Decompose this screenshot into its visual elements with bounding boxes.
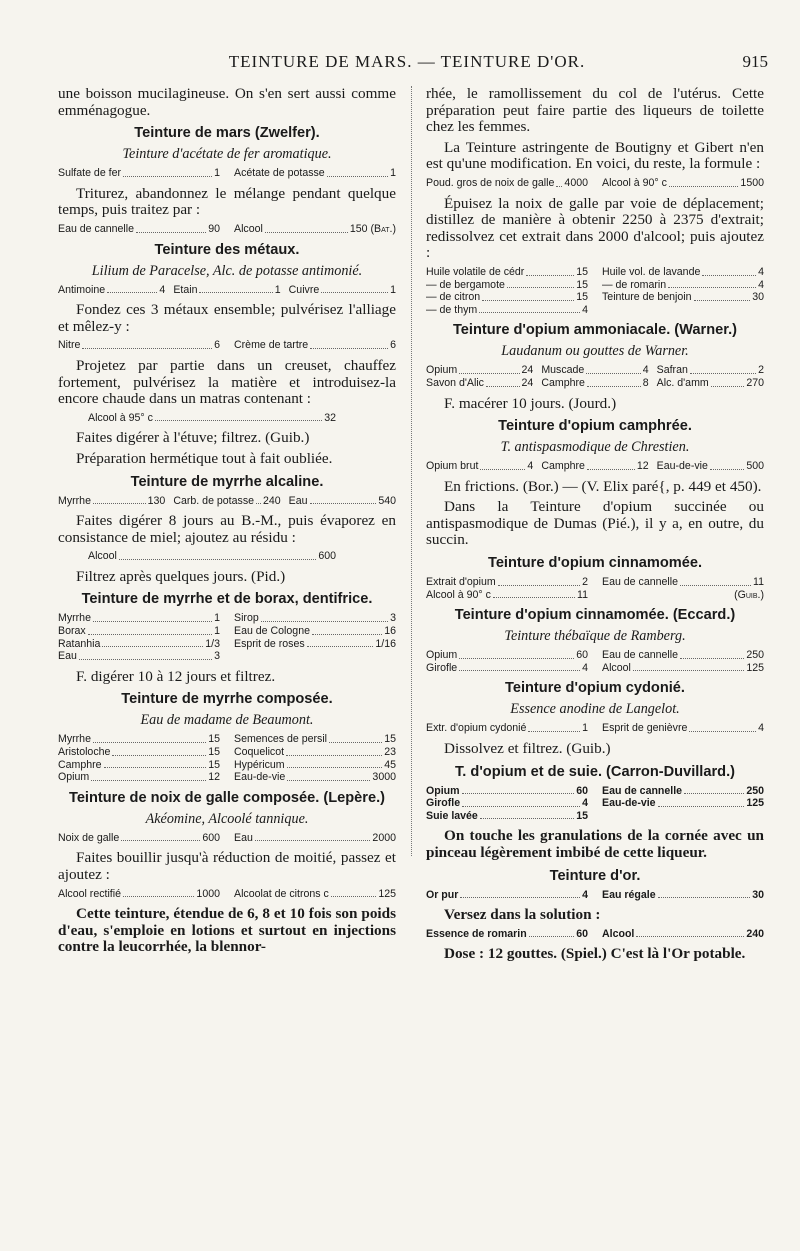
ingredient-list: [58, 550, 396, 563]
ingredient: Alcool à 95° c 32: [88, 411, 336, 424]
ingredient-list: [426, 928, 764, 941]
paragraph: Dose : 12 gouttes. (Spiel.) C'est là l'Or potable.: [444, 945, 746, 963]
paragraph: Filtrez après quelques jours. (Pid.): [76, 567, 286, 585]
ingredient: Nitre 6: [58, 339, 220, 352]
ingredient-list: [426, 364, 764, 389]
section-subtitle: Laudanum ou gouttes de Warner.: [501, 343, 689, 360]
ingredient: Eau 540: [288, 494, 396, 507]
section-heading: Teinture d'opium cydonié.: [505, 680, 685, 697]
ingredient: — de bergamote 15: [426, 278, 588, 291]
ingredient-list: [58, 495, 396, 508]
section-heading: Teinture d'opium cinnamomée.: [487, 555, 703, 572]
page-number: 915: [742, 52, 768, 71]
paragraph: Triturez, abandonnez le mélange pendant quelque temps, puis traitez par :: [58, 184, 396, 219]
ingredient: Alcool 125: [602, 661, 764, 674]
reference: (Guib.): [734, 588, 764, 601]
ingredient: Alcool à 90° c 1500: [602, 176, 764, 189]
left-column: [58, 86, 396, 960]
section-subtitle: Eau de madame de Beaumont.: [140, 712, 314, 729]
ingredient: Essence de romarin 60: [426, 927, 588, 940]
ingredient: Crème de tartre 6: [234, 339, 396, 352]
ingredient: Myrrhe 15: [58, 733, 220, 746]
ingredient: — de thym 4: [426, 303, 588, 316]
ingredient: Eau 2000: [234, 831, 396, 844]
ingredient: Carb. de potasse 240: [173, 494, 281, 507]
ingredient: Huile volatile de cédr 15: [426, 265, 588, 278]
ingredient: — de romarin 4: [602, 278, 764, 291]
ingredient: — de citron 15: [426, 291, 588, 304]
section-subtitle: Akéomine, Alcoolé tannique.: [145, 810, 309, 827]
ingredient: Girofle 4: [426, 661, 588, 674]
ingredient: Eau 3: [58, 650, 220, 663]
ingredient-list: [58, 888, 396, 901]
paragraph: Épuisez la noix de galle par voie de déplacement; distillez de manière à obtenir 2250 à 2375 d'extrait; redissolvez cet extrait dans 2000 d'alcool; puis ajoutez :: [426, 194, 764, 262]
ingredient: Aristoloche 15: [58, 746, 220, 759]
ingredient: Cuivre 1: [288, 283, 396, 296]
ingredient: Eau de Cologne 16: [234, 625, 396, 638]
section-subtitle: Teinture thébaïque de Ramberg.: [504, 628, 686, 645]
ingredient: Alcool 240: [602, 927, 764, 940]
ingredient: Alcool 150 (Bat.): [234, 222, 396, 235]
section-heading: Teinture d'opium camphrée.: [498, 418, 692, 435]
paragraph: Fondez ces 3 métaux ensemble; pulvérisez l'alliage et mêlez-y :: [58, 301, 396, 335]
ingredient-list: [426, 785, 764, 823]
ingredient: Esprit de genièvre 4: [602, 722, 764, 735]
ingredient: Myrrhe 1: [58, 612, 220, 625]
ingredient: Camphre 8: [541, 376, 649, 389]
ingredient: Safran 2: [656, 364, 764, 377]
section-subtitle: Essence anodine de Langelot.: [510, 701, 680, 718]
ingredient: Girofle 4: [426, 797, 588, 810]
ingredient: Extr. d'opium cydonié 1: [426, 722, 588, 735]
paragraph: Faites digérer 8 jours au B.-M., puis évaporez en consistance de miel; ajoutez au résidu :: [58, 512, 396, 546]
paragraph: rhée, le ramollissement du col de l'utérus. Cette préparation peut faire partie des liqueurs de toilette chez les femmes.: [426, 85, 764, 136]
ingredient: Alcool 600: [88, 550, 336, 563]
ingredient: Noix de galle 600: [58, 831, 220, 844]
ingredient-list: [58, 412, 396, 425]
paragraph: une boisson mucilagineuse. On s'en sert aussi comme emménagogue.: [58, 85, 396, 119]
ingredient: Eau-de-vie 3000: [234, 771, 396, 784]
ingredient-list: [426, 576, 764, 601]
ingredient-list: [426, 649, 764, 674]
ingredient: Etain 1: [173, 283, 281, 296]
paragraph: Projetez par partie dans un creuset, chauffez fortement, pulvérisez la matière et introduisez-la encore chaude dans un matras contenant :: [58, 356, 396, 408]
ingredient: Alcoolat de citrons c 125: [234, 887, 396, 900]
ingredient-list: [426, 460, 764, 473]
paragraph: Versez dans la solution :: [444, 906, 601, 924]
ingredient: Alcool rectifié 1000: [58, 887, 220, 900]
section-heading: T. d'opium et de suie. (Carron-Duvillard.): [455, 763, 735, 780]
ingredient: Opium 60: [426, 784, 588, 797]
ingredient: Eau-de-vie 125: [602, 797, 764, 810]
ingredient-list: [58, 223, 396, 236]
ingredient-list: [58, 284, 396, 297]
reference: (Bat.): [370, 222, 396, 235]
ingredient: Coquelicot 23: [234, 746, 396, 759]
section-subtitle: Teinture d'acétate de fer aromatique.: [122, 146, 332, 163]
section-heading: Teinture de myrrhe et de borax, dentifrice.: [81, 591, 373, 608]
section-heading: Teinture d'or.: [549, 867, 641, 884]
ingredient: Camphre 12: [541, 460, 649, 473]
section-heading: Teinture de mars (Zwelfer).: [134, 125, 320, 142]
ingredient: Extrait d'opium 2: [426, 576, 588, 589]
ingredient-list: [426, 266, 764, 316]
ingredient-list: [58, 612, 396, 662]
ingredient: Eau de cannelle 11: [602, 576, 764, 589]
ingredient: Or pur 4: [426, 888, 588, 901]
ingredient-list: [58, 339, 396, 352]
paragraph: F. macérer 10 jours. (Jourd.): [444, 394, 617, 412]
section-heading: Teinture de myrrhe composée.: [121, 691, 333, 708]
running-title: TEINTURE DE MARS. — TEINTURE D'OR.: [228, 52, 586, 71]
ingredient-list: [426, 889, 764, 902]
ingredient: Savon d'Alic 24: [426, 376, 534, 389]
section-heading: Teinture des métaux.: [154, 241, 300, 258]
ingredient: Suie lavée 15: [426, 809, 588, 822]
ingredient: Esprit de roses 1/16: [234, 637, 396, 650]
ingredient: Semences de persil 15: [234, 733, 396, 746]
paragraph: La Teinture astringente de Boutigny et Gibert n'en est qu'une modification. En voici, du reste, la formule :: [426, 138, 764, 173]
ingredient: Huile vol. de lavande 4: [602, 265, 764, 278]
ingredient: Opium 60: [426, 649, 588, 662]
ingredient: Muscade 4: [541, 364, 649, 377]
ingredient: Eau régale 30: [602, 888, 764, 901]
ingredient-list: [58, 832, 396, 845]
section-heading: Teinture de myrrhe alcaline.: [130, 473, 324, 490]
ingredient: Ratanhia 1/3: [58, 637, 220, 650]
paragraph: On touche les granulations de la cornée avec un pinceau légèrement imbibé de cette liqueur.: [426, 827, 764, 861]
ingredient-list: [58, 167, 396, 180]
paragraph: Dans la Teinture d'opium succinée ou antispasmodique de Dumas (Pié.), il y a, en outre, du succin.: [426, 498, 764, 549]
ingredient-list: [58, 733, 396, 783]
ingredient: Teinture de benjoin 30: [602, 291, 764, 304]
paragraph: F. digérer 10 à 12 jours et filtrez.: [76, 667, 276, 685]
ingredient: Acétate de potasse 1: [234, 167, 396, 180]
ingredient: Myrrhe 130: [58, 494, 166, 507]
ingredient: Borax 1: [58, 625, 220, 638]
ingredient-list: [426, 722, 764, 735]
paragraph: Cette teinture, étendue de 6, 8 et 10 fois son poids d'eau, s'emploie en lotions et surtout en injections contre la leucorrhée, la blennor-: [58, 905, 396, 956]
ingredient: Eau de cannelle 250: [602, 784, 764, 797]
ingredient: Opium brut 4: [426, 460, 534, 473]
section-heading: Teinture d'opium cinnamomée. (Eccard.): [454, 607, 736, 624]
paragraph: En frictions. (Bor.) — (V. Elix paré{, p. 449 et 450).: [444, 477, 762, 495]
paragraph: Dissolvez et filtrez. (Guib.): [444, 740, 611, 758]
ingredient: Alc. d'amm 270: [656, 376, 764, 389]
paragraph: Faites digérer à l'étuve; filtrez. (Guib.): [76, 429, 310, 447]
ingredient: Eau de cannelle 250: [602, 649, 764, 662]
page-header: [46, 52, 768, 74]
ingredient: Eau-de-vie 500: [656, 460, 764, 473]
paragraph: Préparation hermétique tout à fait oubliée.: [76, 449, 333, 467]
section-subtitle: T. antispasmodique de Chrestien.: [500, 439, 690, 456]
ingredient: Opium 12: [58, 771, 220, 784]
ingredient: Alcool à 90° c 11: [426, 588, 588, 601]
paragraph: Faites bouillir jusqu'à réduction de moitié, passez et ajoutez :: [58, 849, 396, 883]
ingredient: Hypéricum 45: [234, 758, 396, 771]
ingredient: Eau de cannelle 90: [58, 222, 220, 235]
section-subtitle: Lilium de Paracelse, Alc. de potasse antimonié.: [91, 262, 363, 279]
right-column: [426, 86, 764, 967]
ingredient: Sirop 3: [234, 612, 396, 625]
ingredient: Antimoine 4: [58, 283, 166, 296]
section-heading: Teinture d'opium ammoniacale. (Warner.): [452, 322, 738, 339]
ingredient: Sulfate de fer 1: [58, 167, 220, 180]
column-divider: [411, 86, 413, 856]
ingredient: Opium 24: [426, 364, 534, 377]
ingredient-list: [426, 177, 764, 190]
ingredient: Camphre 15: [58, 758, 220, 771]
section-heading: Teinture de noix de galle composée. (Lepère.): [68, 789, 385, 806]
ingredient: Poud. gros de noix de galle 4000: [426, 176, 588, 189]
